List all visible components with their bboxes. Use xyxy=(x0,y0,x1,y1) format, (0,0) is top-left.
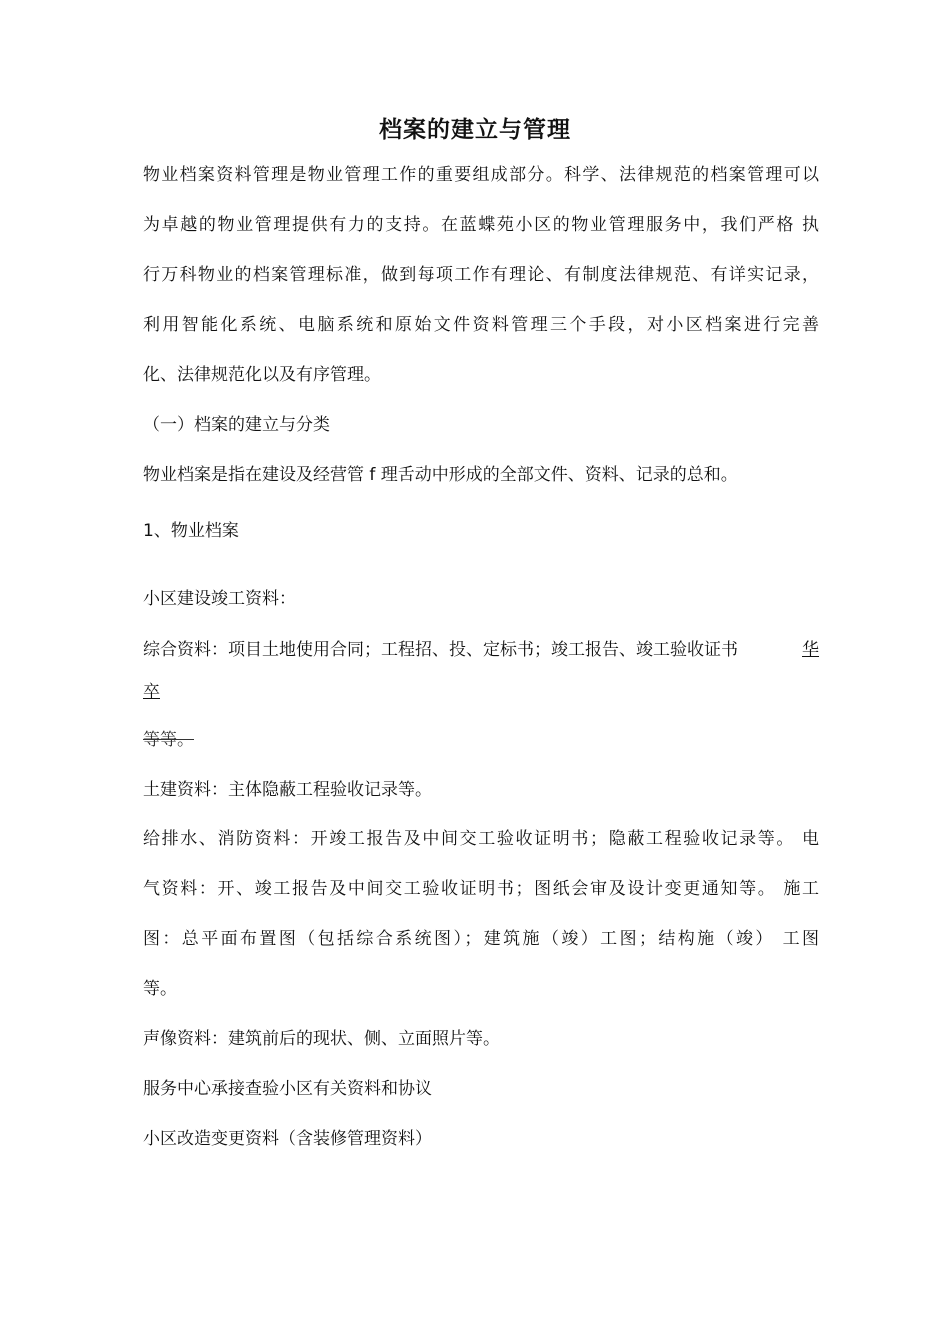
definition-text: 物业档案是指在建设及经营管 f 理舌动中形成的全部文件、资料、记录的总和。 xyxy=(143,465,738,485)
struck-text: 等等。 xyxy=(143,730,194,750)
paragraph-line: 行万科物业的档案管理标准，做到每项工作有理论、有制度法律规范、有详实记录， xyxy=(143,265,819,285)
paragraph-line: 利用智能化系统、电脑系统和原始文件资料管理三个手段，对小区档案进行完善 xyxy=(143,315,819,335)
comprehensive-line-3 xyxy=(143,727,819,753)
comprehensive-line xyxy=(143,637,819,663)
service-center-text: 服务中心承接查验小区有关资料和协议 xyxy=(143,1079,432,1099)
drainage-line: 气资料：开、竣工报告及中间交工验收证明书；图纸会审及设计变更通知等。 施工 xyxy=(143,879,819,899)
comprehensive-char: 卒 xyxy=(143,682,160,702)
section-heading: （一）档案的建立与分类 xyxy=(143,415,330,435)
comprehensive-tail: 华 xyxy=(802,640,819,660)
paragraph-line: 物业档案资料管理是物业管理工作的重要组成部分。科学、法律规范的档案管理可以 xyxy=(143,165,819,185)
civil-text: 土建资料：主体隐蔽工程验收记录等。 xyxy=(143,780,432,800)
comprehensive-line-2 xyxy=(143,679,819,705)
renovation-text: 小区改造变更资料（含装修管理资料） xyxy=(143,1129,432,1149)
drainage-line: 图：总平面布置图（包括综合系统图）；建筑施（竣）工图；结构施（竣） 工图 xyxy=(143,929,819,949)
comprehensive-text: 综合资料：项目土地使用合同；工程招、投、定标书；竣工报告、竣工验收证书 xyxy=(143,640,738,660)
subheading: 1、物业档案 xyxy=(143,521,239,541)
paragraph-line: 为卓越的物业管理提供有力的支持。在蓝蝶苑小区的物业管理服务中，我们严格 执 xyxy=(143,215,819,235)
completion-label: 小区建设竣工资料： xyxy=(143,589,296,609)
document-title: 档案的建立与管理 xyxy=(379,117,571,143)
drainage-line: 给排水、消防资料：开竣工报告及中间交工验收证明书；隐蔽工程验收记录等。 电 xyxy=(143,829,819,849)
audio-video-text: 声像资料：建筑前后的现状、侧、立面照片等。 xyxy=(143,1029,500,1049)
paragraph-line: 化、法律规范化以及有序管理。 xyxy=(143,365,381,385)
drainage-line: 等。 xyxy=(143,979,177,999)
